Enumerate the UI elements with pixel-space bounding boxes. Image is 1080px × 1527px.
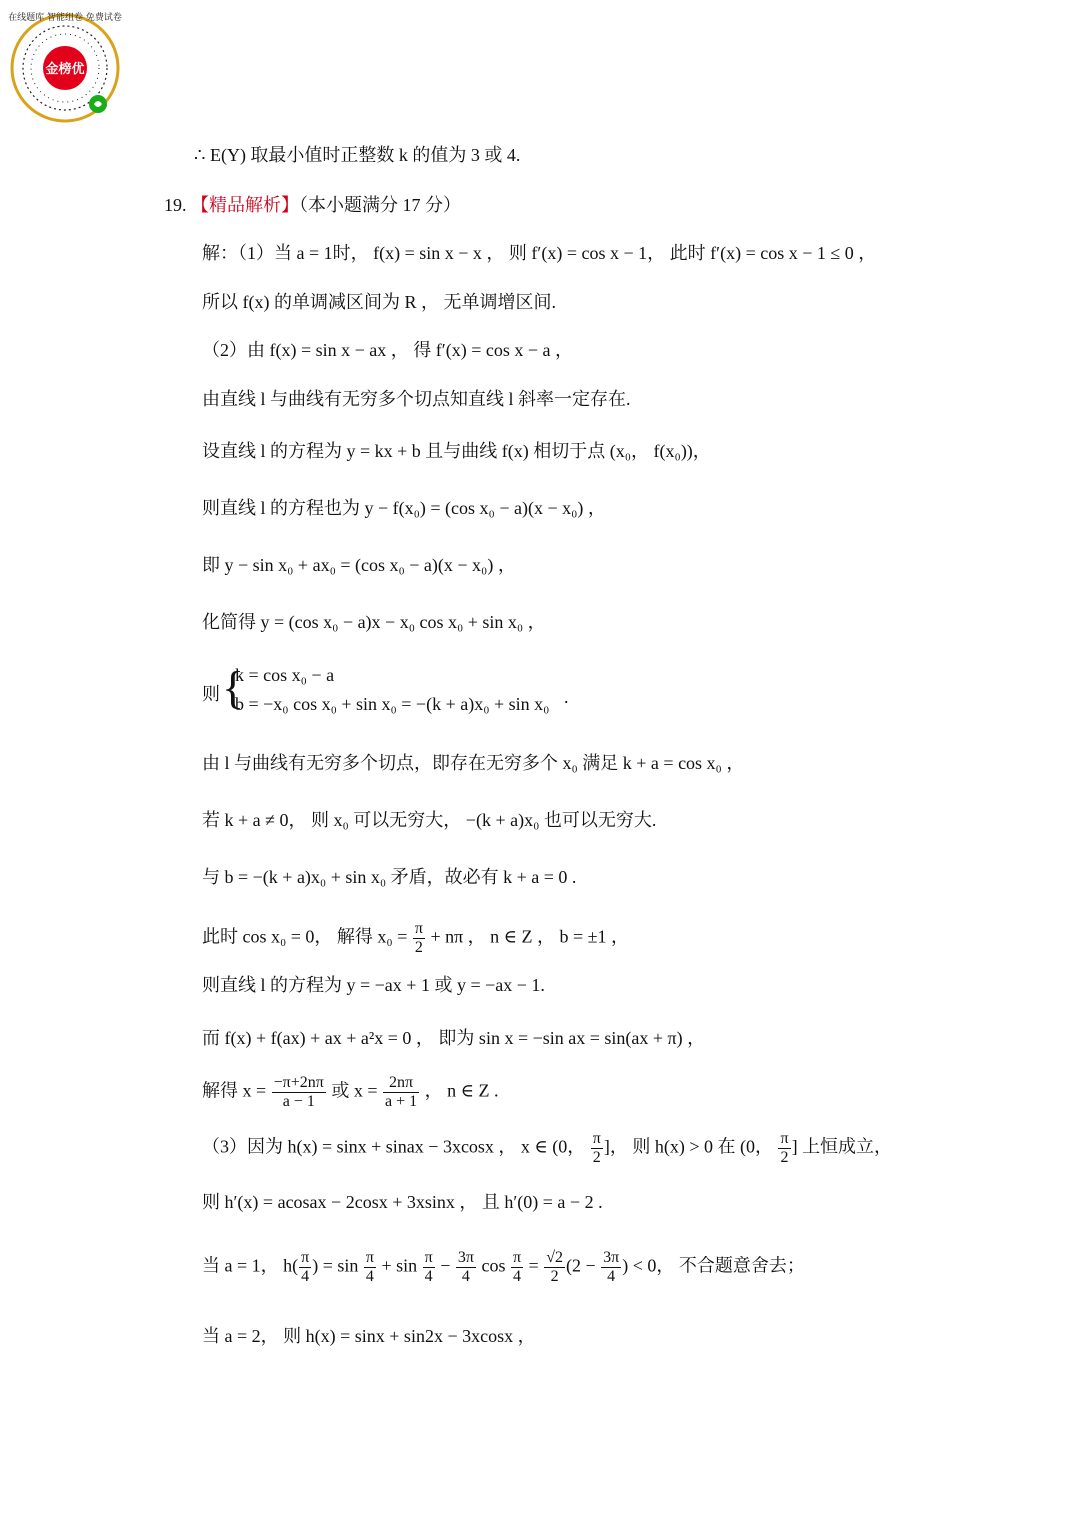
problem-heading [164,193,461,217]
text-segment: ， n ∈ Z . [420,1080,499,1101]
text-line: 与 b = −(k + a)x₀ + sin x₀ 矛盾，故必有 k + a = 0 . [202,867,577,887]
fraction: $\frac{3\pi}{4}$ [603,1249,620,1285]
logo-center-text: 金榜优 [45,62,85,77]
text-line [202,1074,498,1111]
text-segment: + sin [376,1255,422,1276]
system-row-1: k = cos x₀ − a [235,665,335,685]
text-line: 则 h′(x) = acosax − 2cosx + 3xsinx ， 且 h′(0) = a − 2 . [202,1192,603,1212]
text-segment: cos [476,1255,510,1276]
text-line: ∴ E(Y) 取最小值时正整数 k 的值为 3 或 4. [194,145,521,165]
text-segment: 解得 x = [202,1080,271,1101]
problem-number: 19. [164,195,191,215]
text-line: 化简得 y = (cos x₀ − a)x − x₀ cos x₀ + sin x₀ ， [202,612,546,632]
text-segment: 或 x = [326,1080,383,1101]
text-segment: = [524,1255,544,1276]
left-brace: { [222,662,245,713]
text-line: 由直线 l 与曲线有无穷多个切点知直线 l 斜率一定存在. [202,389,631,409]
fraction: $\frac{2n\pi}{a + 1}$ [385,1074,418,1110]
fraction: $\frac{\pi}{4}$ [365,1249,374,1285]
text-line: 若 k + a ≠ 0， 则 x₀ 可以无穷大， −(k + a)x₀ 也可以无穷大. [202,810,657,830]
text-line: 解：（1）当 a = 1时， f(x) = sin x − x ， 则 f′(x) = cos x − 1， 此时 f′(x) = cos x − 1 ≤ 0 ， [202,243,877,263]
text-line [202,920,629,957]
text-segment: + nπ ， n ∈ Z ， b = ±1 ， [425,926,630,947]
fraction: $\frac{\pi}{2}$ [592,1130,601,1166]
text-segment: （3）因为 h(x) = sinx + sinax − 3xcosx ， x ∈ [202,1136,553,1157]
text-line: 即 y − sin x₀ + ax₀ = (cos x₀ − a)(x − x₀) ， [202,555,516,575]
text-segment: = sin [318,1255,363,1276]
equation-system [202,662,622,721]
text-line: 设直线 l 的方程为 y = kx + b 且与曲线 f(x) 相切于点 (x₀， f(x₀))， [202,441,711,461]
fraction: $\frac{\pi}{4}$ [301,1249,310,1285]
text-line: （2）由 f(x) = sin x − ax ， 得 f′(x) = cos x − a ， [202,340,573,360]
fraction: $\frac{\pi}{2}$ [414,920,423,956]
text-line: 则直线 l 的方程也为 y − f(x₀) = (cos x₀ − a)(x − x₀) ， [202,498,606,518]
system-prefix: 则 [202,684,220,704]
system-row-2: b = −x₀ cos x₀ + sin x₀ = −(k + a)x₀ + sin x₀ [235,694,550,714]
analysis-tag: 【精品解析】 [191,195,299,215]
text-line [202,1130,892,1167]
fraction: $\frac{\pi}{4}$ [424,1249,433,1285]
text-segment: (0， [739,1136,778,1157]
text-line: 而 f(x) + f(ax) + ax + a²x = 0 ， 即为 sin x = −sin ax = sin(ax + π) ， [202,1028,706,1048]
text-segment: (2 − [565,1255,601,1276]
text-segment: − [435,1255,455,1276]
logo-top-text: 在线题库 智能组卷 免费试卷 [8,13,122,23]
text-segment: ] [791,1136,798,1157]
brand-logo-icon [6,6,124,124]
text-line: 所以 f(x) 的单调减区间为 R ， 无单调增区间. [202,292,556,312]
text-segment: 当 a = 1， h [202,1255,293,1276]
text-segment: (0， [552,1136,590,1157]
text-line: 当 a = 1， h( $\frac{\pi}{4}$ ) = sin $\frac{\pi}{4}$ + sin $\frac{\pi}{4}$ − $\frac{3\pi}{4}$ cos $\frac{\pi}{4}$ = $\frac{√2}{2}$ (2 − $\frac{3\pi}{4}$ ) < 0， 不合题意舍去； [202,1249,805,1285]
text-segment: ) < 0， 不合题意舍去； [622,1255,805,1276]
fraction: $\frac{√2}{2}$ [546,1249,563,1285]
text-line: 由 l 与曲线有无穷多个切点，即存在无穷多个 x₀ 满足 k + a = cos x₀ ， [202,753,745,773]
text-line: 当 a = 2， 则 h(x) = sinx + sin2x − 3xcosx ， [202,1326,536,1346]
fraction: $\frac{\pi}{4}$ [512,1249,522,1285]
problem-score: （本小题满分 17 分） [299,195,461,215]
text-segment: ， 则 h(x) > 0 在 [609,1136,740,1157]
fraction: $\frac{-\pi+2n\pi}{a - 1}$ [273,1074,324,1110]
fraction: $\frac{\pi}{2}$ [780,1130,789,1166]
text-segment: 上恒成立， [797,1136,893,1157]
fraction: $\frac{3\pi}{4}$ [457,1249,474,1285]
system-dot: . [564,687,569,707]
text-segment: 此时 cos x₀ = 0， 解得 x₀ = [202,926,412,947]
text-line: 则直线 l 的方程为 y = −ax + 1 或 y = −ax − 1. [202,975,545,995]
text-segment: ] [603,1136,610,1157]
